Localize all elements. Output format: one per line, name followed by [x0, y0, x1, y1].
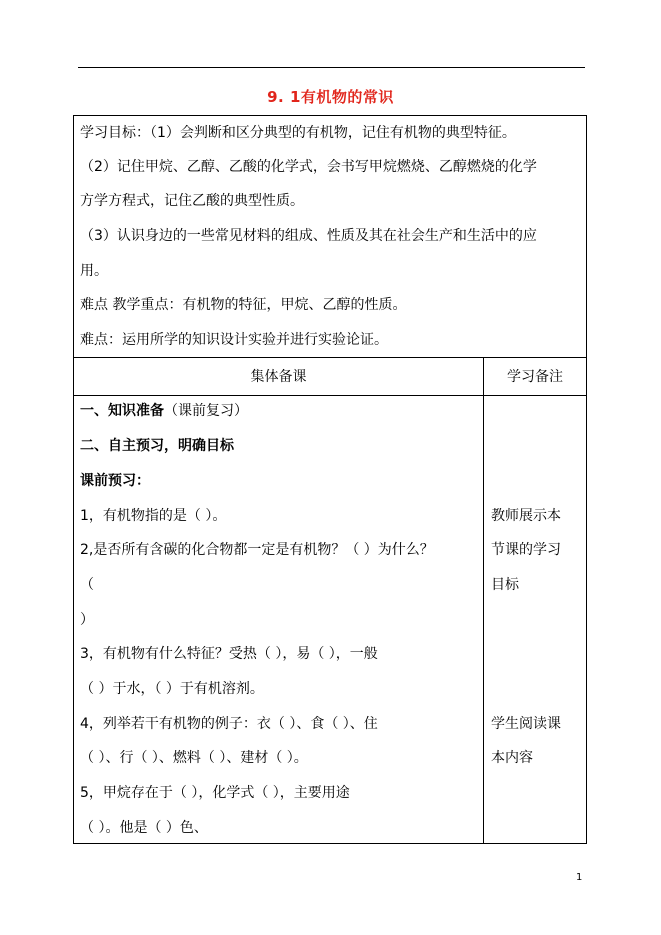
page-number: 1 — [576, 872, 583, 883]
section-knowledge-prep — [80, 401, 248, 421]
objective-line: 难点 教学重点：有机物的特征，甲烷、乙醇的性质。 — [80, 297, 407, 313]
note-line: 节课的学习 — [491, 542, 561, 558]
question-4-cont: （ ）、行（ ）、燃料（ ）、建材（ ）。 — [80, 750, 308, 766]
page-title: 9. 1有机物的常识 — [267, 88, 394, 106]
question-3: 3，有机物有什么特征？受热（ ），易（ ），一般 — [80, 646, 378, 662]
objective-line: 学习目标：（1）会判断和区分典型的有机物，记住有机物的典型特征。 — [80, 125, 516, 141]
header-rule — [78, 67, 585, 68]
column-divider — [483, 357, 484, 843]
section-heading: 一、知识准备 — [80, 403, 164, 419]
lesson-plan-table — [73, 115, 587, 844]
row-divider — [74, 395, 586, 396]
question-1: 1，有机物指的是（ ）。 — [80, 508, 227, 524]
objectives-section — [74, 116, 586, 357]
question-3-cont: （ ）于水，（ ）于有机溶剂。 — [80, 681, 264, 697]
objective-line: （3）认识身边的一些常见材料的组成、性质及其在社会生产和生活中的应 — [80, 228, 537, 244]
row-divider — [74, 357, 586, 358]
question-5-cont: （ ）。他是（ ）色、 — [80, 820, 208, 836]
objective-line: （2）记住甲烷、乙醇、乙酸的化学式，会书写甲烷燃烧、乙醇燃烧的化学 — [80, 159, 537, 175]
question-2-cont: （ — [80, 577, 94, 593]
note-line: 学生阅读课 — [491, 716, 561, 732]
note-line: 本内容 — [491, 750, 533, 766]
section-subtitle: （课前复习） — [164, 403, 248, 419]
objective-line: 用。 — [80, 263, 108, 279]
header-main: 集体备课 — [250, 369, 307, 385]
objective-line: 难点：运用所学的知识设计实验并进行实验论证。 — [80, 332, 388, 348]
note-line: 教师展示本 — [491, 508, 561, 524]
objective-line: 方学方程式，记住乙酸的典型性质。 — [80, 193, 304, 209]
section-self-preview: 二、自主预习，明确目标 — [80, 438, 234, 454]
section-pre-class: 课前预习： — [80, 473, 150, 489]
note-line: 目标 — [491, 577, 519, 593]
question-4: 4，列举若干有机物的例子：衣（ ）、食（ ）、住 — [80, 716, 378, 732]
question-5: 5，甲烷存在于（ ），化学式（ ），主要用途 — [80, 785, 350, 801]
question-2: 2,是否所有含碳的化合物都一定是有机物？（ ）为什么？ — [80, 542, 434, 558]
header-notes: 学习备注 — [507, 369, 563, 385]
question-2-cont: ） — [80, 612, 94, 628]
